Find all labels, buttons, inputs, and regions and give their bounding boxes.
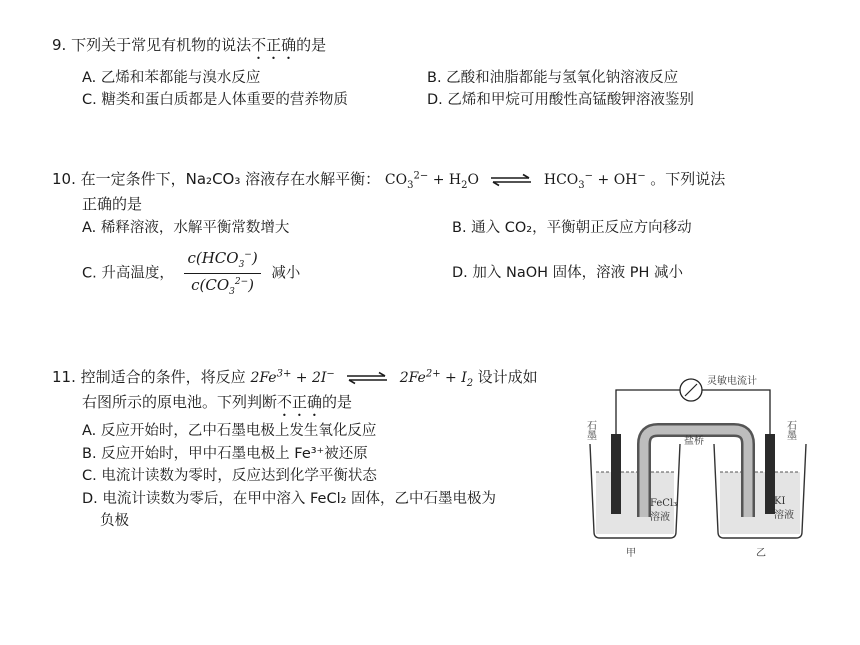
equilibrium-arrow-icon: [489, 174, 533, 186]
option-a: A. 乙烯和苯都能与溴水反应: [82, 70, 261, 86]
question-9-stem: [52, 34, 787, 63]
question-10: [52, 168, 822, 300]
left-electrode-label: 石墨: [584, 420, 596, 440]
eq-plus: +: [432, 172, 445, 188]
galvanic-cell-diagram: [586, 372, 818, 562]
eq-subscript: 3: [407, 179, 414, 191]
left-beaker-label: 甲: [626, 548, 636, 559]
question-10-stem: [52, 168, 822, 193]
eq-charge: −: [584, 170, 594, 182]
eq-charge: −: [326, 368, 335, 380]
eq-charge: −: [637, 170, 646, 182]
eq-charge: 2−: [413, 170, 429, 182]
left-solution-label-2: 溶液: [650, 512, 670, 523]
concentration-ratio: [184, 247, 260, 300]
eq-subscript: 2: [461, 179, 468, 191]
option-b: B. 乙酸和油脂都能与氢氧化钠溶液反应: [427, 70, 679, 86]
eq-species: + 2I: [295, 370, 327, 386]
stem-text: 。下列说法: [650, 170, 726, 188]
eq-species: 2Fe: [399, 370, 426, 386]
numerator-text: c(HCO: [187, 249, 239, 268]
eq-species: O: [467, 172, 479, 188]
denominator-charge: 2−: [234, 276, 249, 287]
stem-text: 的是: [296, 36, 327, 54]
cell-reaction-equation: [250, 368, 477, 389]
option-d: D. 加入 NaOH 固体，溶液 PH 减小: [452, 265, 684, 282]
eq-subscript: 2: [466, 377, 474, 389]
salt-bridge-label: 盐桥: [684, 436, 704, 447]
eq-species: OH: [613, 172, 638, 188]
eq-species: CO: [384, 172, 408, 188]
left-graphite-electrode: [611, 434, 621, 514]
galvanometer-label: 灵敏电流计: [707, 376, 757, 387]
right-electrode-label: 石墨: [784, 420, 796, 440]
eq-species: + I: [445, 370, 467, 386]
question-10-options-cd: [82, 247, 822, 300]
eq-charge: 3+: [276, 368, 292, 380]
denominator-tail: ): [248, 275, 255, 294]
option-d-continuation: 负极: [100, 513, 129, 530]
option-d: D. 乙烯和甲烷可用酸性高锰酸钾溶液鉴别: [427, 92, 694, 109]
option-c-prefix: C. 升高温度，: [82, 265, 174, 282]
question-9: [52, 34, 787, 112]
question-number: 11.: [52, 368, 76, 386]
left-solution-label: FeCl₃: [650, 498, 678, 509]
eq-species: HCO: [543, 172, 579, 188]
denominator-subscript: 3: [229, 286, 235, 297]
option-c: C. 电流计读数为零时，反应达到化学平衡状态: [82, 468, 377, 485]
option-c-suffix: 减小: [271, 265, 301, 282]
right-solution-label: KI: [774, 496, 786, 507]
question-number: 10.: [52, 170, 76, 188]
numerator-tail: ): [251, 249, 258, 268]
question-11-stem: [52, 366, 538, 391]
option-b: B. 通入 CO₂，平衡朝正反应方向移动: [452, 219, 692, 236]
stem-text: 的是: [322, 393, 353, 412]
option-c: [82, 247, 452, 300]
stem-text: 控制适合的条件，将反应: [80, 368, 246, 386]
option-a: A. 反应开始时，乙中石墨电极上发生氧化反应: [82, 423, 377, 440]
denominator-text: c(CO: [191, 275, 230, 294]
stem-text: 在一定条件下，Na₂CO₃ 溶液存在水解平衡：: [80, 170, 381, 188]
fraction-numerator: [184, 247, 260, 274]
option-a: A. 稀释溶液，水解平衡常数增大: [82, 219, 290, 236]
stem-emphasis: 不正确: [277, 393, 323, 412]
stem-line-2: 正确的是: [82, 195, 143, 214]
right-solution-label-2: 溶液: [774, 510, 794, 521]
right-beaker-label: 乙: [756, 548, 766, 559]
eq-species: H: [448, 172, 462, 188]
eq-plus: +: [597, 172, 610, 188]
question-10-options-ab: [82, 217, 822, 239]
option-b: B. 反应开始时，甲中石墨电极上 Fe³⁺被还原: [82, 445, 368, 462]
numerator-charge: −: [244, 250, 252, 261]
numerator-subscript: 3: [238, 260, 245, 271]
question-number: 9.: [52, 36, 67, 54]
stem-line-2: [82, 391, 538, 420]
option-d: D. 电流计读数为零后，在甲中溶入 FeCl₂ 固体，乙中石墨电极为: [82, 490, 497, 507]
eq-charge: 2+: [425, 368, 441, 380]
stem-emphasis: 不正确: [251, 36, 297, 54]
stem-text: 右图所示的原电池。下列判断: [82, 393, 278, 412]
question-11: [52, 366, 538, 533]
stem-text: 设计成如: [477, 368, 538, 386]
stem-text: 下列关于常见有机物的说法: [71, 36, 252, 54]
fraction-denominator: [188, 274, 257, 300]
equilibrium-arrow-icon: [345, 372, 389, 384]
option-c: C. 糖类和蛋白质都是人体重要的营养物质: [82, 92, 348, 109]
eq-subscript: 3: [578, 179, 585, 191]
question-9-options: [82, 67, 787, 112]
hydrolysis-equation: [384, 170, 650, 191]
eq-species: 2Fe: [250, 370, 277, 386]
